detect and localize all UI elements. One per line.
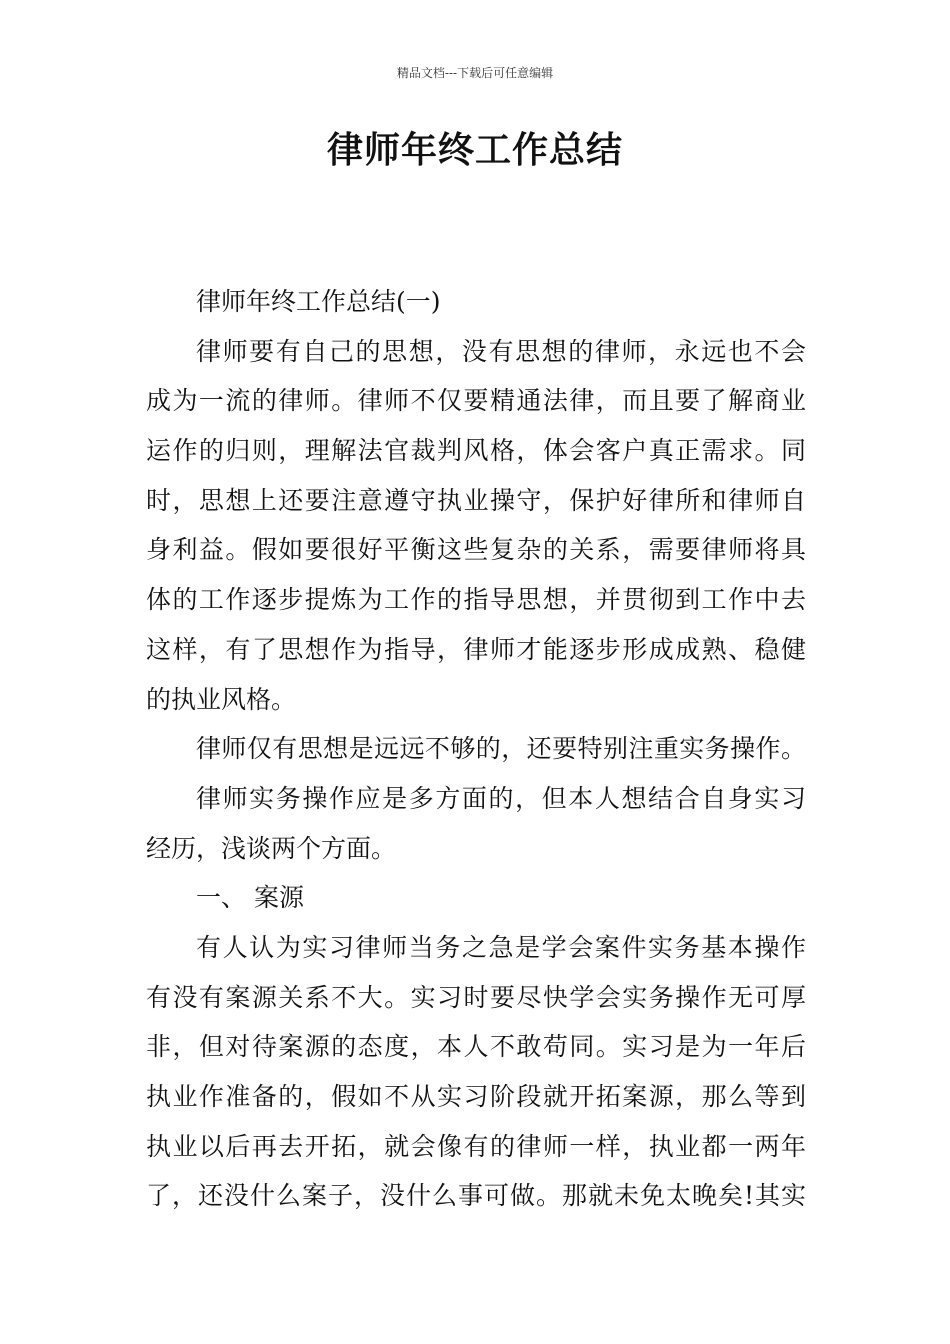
text-line: 律师实务操作应是多方面的，但本人想结合自身实习 bbox=[196, 783, 806, 813]
document-title: 律师年终工作总结 bbox=[326, 130, 623, 171]
text-line: 有人认为实习律师当务之急是学会案件实务基本操作 bbox=[196, 932, 806, 962]
text-line: 非，但对待案源的态度，本人不敢苟同。实习是为一年后 bbox=[146, 1032, 806, 1062]
text-line: 经历，浅谈两个方面。 bbox=[146, 833, 397, 863]
text-line: 有没有案源关系不大。实习时要尽快学会实务操作无可厚 bbox=[146, 982, 806, 1012]
text-line: 的执业风格。 bbox=[146, 684, 297, 714]
text-line: 成为一流的律师。律师不仅要精通法律，而且要了解商业 bbox=[146, 386, 806, 416]
text-line: 这样，有了思想作为指导，律师才能逐步形成成熟、稳健 bbox=[146, 634, 806, 664]
text-line: 身利益。假如要很好平衡这些复杂的关系，需要律师将具 bbox=[146, 535, 806, 565]
text-line: 运作的归则，理解法官裁判风格，体会客户真正需求。同 bbox=[146, 436, 806, 466]
text-line: 时，思想上还要注意遵守执业操守，保护好律所和律师自 bbox=[146, 485, 806, 515]
page-header: 精品文档---下载后可任意编辑 bbox=[396, 66, 554, 80]
document-body bbox=[146, 277, 806, 1221]
text-line: 律师要有自己的思想，没有思想的律师，永远也不会 bbox=[196, 336, 806, 366]
text-line: 一、 案源 bbox=[196, 883, 304, 913]
text-line: 律师仅有思想是远远不够的，还要特别注重实务操作。 bbox=[196, 734, 806, 764]
text-line: 执业以后再去开拓，就会像有的律师一样，执业都一两年 bbox=[146, 1131, 806, 1161]
text-line: 律师年终工作总结(一) bbox=[196, 287, 441, 316]
text-line: 执业作准备的，假如不从实习阶段就开拓案源，那么等到 bbox=[146, 1082, 806, 1111]
text-line: 体的工作逐步提炼为工作的指导思想，并贯彻到工作中去 bbox=[146, 585, 806, 615]
text-line: 了，还没什么案子，没什么事可做。那就未免太晚矣!其实 bbox=[146, 1181, 806, 1211]
